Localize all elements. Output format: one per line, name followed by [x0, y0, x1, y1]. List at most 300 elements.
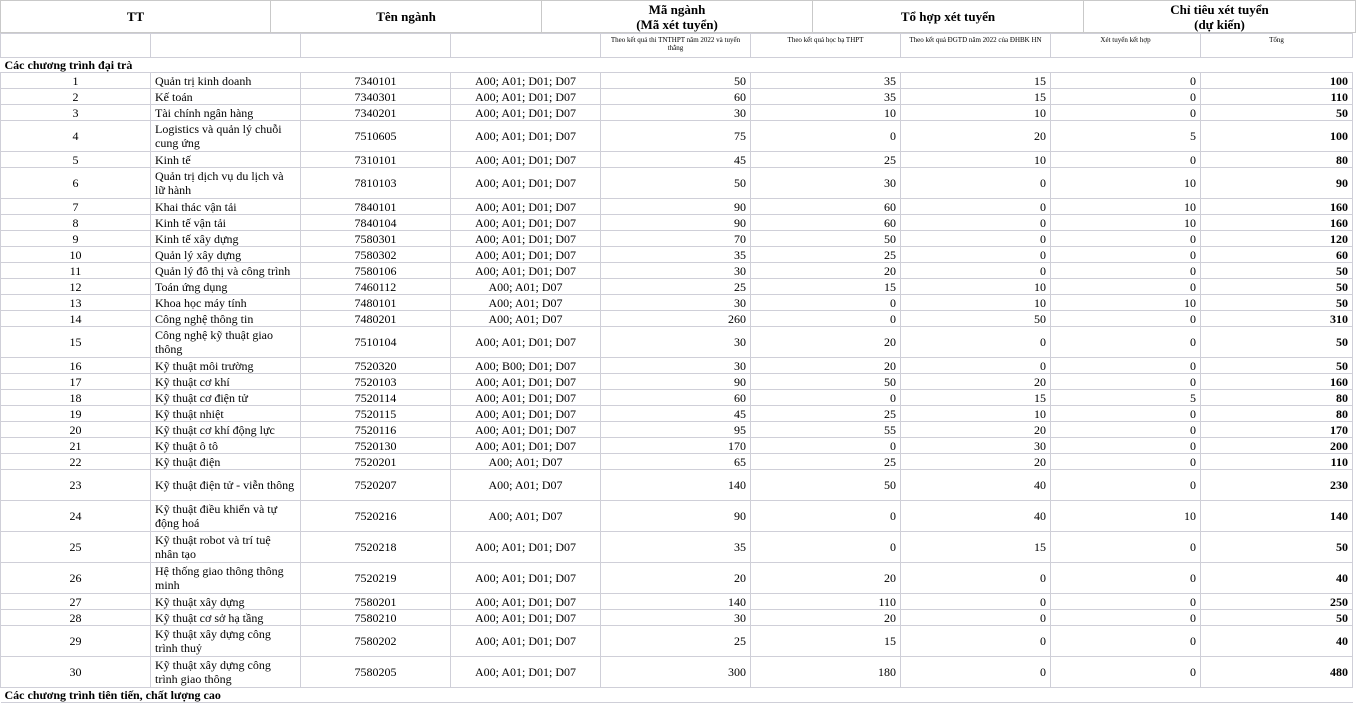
cell-code: 7460112 [301, 279, 451, 295]
cell-code: 7520216 [301, 501, 451, 532]
cell-name: Công nghệ thông tin [151, 311, 301, 327]
cell-tnthpt: 20 [601, 563, 751, 594]
cell-tnthpt: 30 [601, 358, 751, 374]
cell-ket-hop: 0 [1051, 563, 1201, 594]
cell-name: Kỹ thuật ô tô [151, 438, 301, 454]
cell-name: Kỹ thuật nhiệt [151, 406, 301, 422]
cell-combo: A00; A01; D01; D07 [451, 73, 601, 89]
cell-dgtd: 15 [901, 390, 1051, 406]
cell-dgtd: 0 [901, 594, 1051, 610]
cell-code: 7580301 [301, 231, 451, 247]
cell-tong: 310 [1201, 311, 1353, 327]
table-row [1, 532, 1353, 563]
cell-tong: 160 [1201, 215, 1353, 231]
subheader-ket-hop: Xét tuyển kết hợp [1051, 34, 1201, 58]
cell-combo: A00; A01; D01; D07 [451, 438, 601, 454]
cell-tt: 1 [1, 73, 151, 89]
cell-tt: 22 [1, 454, 151, 470]
cell-name: Toán ứng dụng [151, 279, 301, 295]
header-ma-nganh-line1: Mã ngành [648, 1, 706, 17]
cell-combo: A00; A01; D01; D07 [451, 657, 601, 688]
cell-combo: A00; A01; D07 [451, 311, 601, 327]
cell-name: Kỹ thuật điện tử - viễn thông [151, 470, 301, 501]
cell-name: Kỹ thuật xây dựng công trình thuỷ [151, 626, 301, 657]
cell-dgtd: 10 [901, 295, 1051, 311]
cell-code: 7520219 [301, 563, 451, 594]
cell-ket-hop: 10 [1051, 501, 1201, 532]
cell-combo: A00; A01; D01; D07 [451, 263, 601, 279]
cell-combo: A00; A01; D07 [451, 454, 601, 470]
cell-hoc-ba: 0 [751, 121, 901, 152]
cell-dgtd: 10 [901, 152, 1051, 168]
cell-combo: A00; A01; D01; D07 [451, 215, 601, 231]
section-title-dai-tra [1, 58, 1353, 73]
cell-dgtd: 20 [901, 374, 1051, 390]
cell-tt: 27 [1, 594, 151, 610]
table-row [1, 73, 1353, 89]
cell-code: 7520201 [301, 454, 451, 470]
table-row [1, 422, 1353, 438]
cell-ket-hop: 0 [1051, 532, 1201, 563]
cell-tnthpt: 90 [601, 199, 751, 215]
table-row [1, 89, 1353, 105]
cell-dgtd: 15 [901, 532, 1051, 563]
cell-tnthpt: 95 [601, 422, 751, 438]
cell-name: Kỹ thuật cơ khí [151, 374, 301, 390]
subheader-tnthpt: Theo kết quả thi TNTHPT năm 2022 và tuyển thẳng [601, 34, 751, 58]
cell-name: Kỹ thuật robot và trí tuệ nhân tạo [151, 532, 301, 563]
cell-tt: 4 [1, 121, 151, 152]
cell-combo: A00; A01; D01; D07 [451, 231, 601, 247]
cell-tnthpt: 50 [601, 168, 751, 199]
cell-combo: A00; A01; D01; D07 [451, 105, 601, 121]
table-row [1, 406, 1353, 422]
cell-combo: A00; A01; D01; D07 [451, 610, 601, 626]
cell-ket-hop: 0 [1051, 470, 1201, 501]
cell-tnthpt: 90 [601, 501, 751, 532]
cell-tt: 20 [1, 422, 151, 438]
cell-ket-hop: 10 [1051, 168, 1201, 199]
cell-code: 7340301 [301, 89, 451, 105]
section-row-dai-tra [1, 58, 1353, 73]
cell-name: Khai thác vận tải [151, 199, 301, 215]
cell-hoc-ba: 0 [751, 311, 901, 327]
table-row [1, 295, 1353, 311]
cell-dgtd: 0 [901, 563, 1051, 594]
cell-code: 7520218 [301, 532, 451, 563]
cell-tong: 40 [1201, 563, 1353, 594]
cell-dgtd: 0 [901, 626, 1051, 657]
cell-tt: 11 [1, 263, 151, 279]
cell-tong: 110 [1201, 89, 1353, 105]
cell-tnthpt: 25 [601, 279, 751, 295]
cell-ket-hop: 0 [1051, 358, 1201, 374]
cell-tong: 50 [1201, 105, 1353, 121]
cell-tnthpt: 60 [601, 89, 751, 105]
cell-ket-hop: 0 [1051, 327, 1201, 358]
cell-combo: A00; A01; D01; D07 [451, 327, 601, 358]
cell-tong: 40 [1201, 626, 1353, 657]
cell-ket-hop: 0 [1051, 279, 1201, 295]
cell-name: Kế toán [151, 89, 301, 105]
cell-ket-hop: 0 [1051, 438, 1201, 454]
cell-hoc-ba: 25 [751, 406, 901, 422]
cell-hoc-ba: 0 [751, 295, 901, 311]
cell-tnthpt: 90 [601, 215, 751, 231]
cell-tt: 10 [1, 247, 151, 263]
cell-combo: A00; A01; D01; D07 [451, 199, 601, 215]
cell-ket-hop: 10 [1051, 295, 1201, 311]
cell-tong: 170 [1201, 422, 1353, 438]
cell-dgtd: 0 [901, 231, 1051, 247]
cell-tt: 15 [1, 327, 151, 358]
table-row [1, 626, 1353, 657]
cell-dgtd: 15 [901, 73, 1051, 89]
cell-tt: 5 [1, 152, 151, 168]
table-row [1, 657, 1353, 688]
table-row [1, 121, 1353, 152]
cell-ket-hop: 10 [1051, 199, 1201, 215]
cell-ket-hop: 0 [1051, 406, 1201, 422]
cell-code: 7520116 [301, 422, 451, 438]
cell-name: Kỹ thuật cơ sở hạ tầng [151, 610, 301, 626]
cell-tong: 250 [1201, 594, 1353, 610]
cell-hoc-ba: 10 [751, 105, 901, 121]
cell-dgtd: 40 [901, 501, 1051, 532]
cell-dgtd: 20 [901, 121, 1051, 152]
cell-tt: 7 [1, 199, 151, 215]
cell-tong: 480 [1201, 657, 1353, 688]
cell-code: 7580302 [301, 247, 451, 263]
cell-tong: 200 [1201, 438, 1353, 454]
cell-code: 7580210 [301, 610, 451, 626]
table-row [1, 563, 1353, 594]
cell-combo: A00; A01; D01; D07 [451, 406, 601, 422]
header-ten-nganh: Tên ngành [271, 1, 542, 33]
cell-hoc-ba: 55 [751, 422, 901, 438]
cell-tt: 28 [1, 610, 151, 626]
cell-hoc-ba: 25 [751, 454, 901, 470]
cell-hoc-ba: 0 [751, 438, 901, 454]
cell-combo: A00; A01; D01; D07 [451, 168, 601, 199]
cell-ket-hop: 0 [1051, 231, 1201, 247]
cell-combo: A00; A01; D01; D07 [451, 247, 601, 263]
cell-ket-hop: 5 [1051, 390, 1201, 406]
cell-combo: A00; A01; D01; D07 [451, 594, 601, 610]
cell-tnthpt: 30 [601, 105, 751, 121]
cell-code: 7580106 [301, 263, 451, 279]
cell-tt: 18 [1, 390, 151, 406]
subheader-blank [151, 34, 301, 58]
cell-hoc-ba: 30 [751, 168, 901, 199]
cell-dgtd: 50 [901, 311, 1051, 327]
cell-hoc-ba: 180 [751, 657, 901, 688]
cell-name: Kinh tế [151, 152, 301, 168]
cell-tong: 60 [1201, 247, 1353, 263]
cell-tong: 90 [1201, 168, 1353, 199]
header-chi-tieu [1084, 1, 1356, 33]
cell-tong: 100 [1201, 73, 1353, 89]
cell-combo: A00; A01; D01; D07 [451, 121, 601, 152]
cell-tt: 12 [1, 279, 151, 295]
header-ma-nganh [542, 1, 813, 33]
cell-code: 7520130 [301, 438, 451, 454]
cell-ket-hop: 0 [1051, 626, 1201, 657]
cell-tong: 140 [1201, 501, 1353, 532]
cell-combo: A00; A01; D07 [451, 501, 601, 532]
cell-tt: 8 [1, 215, 151, 231]
cell-tong: 160 [1201, 374, 1353, 390]
cell-name: Kinh tế xây dựng [151, 231, 301, 247]
header-to-hop: Tổ hợp xét tuyển [813, 1, 1084, 33]
cell-tong: 230 [1201, 470, 1353, 501]
cell-name: Kỹ thuật xây dựng công trình giao thông [151, 657, 301, 688]
header-row [0, 0, 1356, 33]
cell-tong: 50 [1201, 295, 1353, 311]
cell-hoc-ba: 25 [751, 247, 901, 263]
cell-code: 7810103 [301, 168, 451, 199]
table-row [1, 454, 1353, 470]
cell-tong: 50 [1201, 610, 1353, 626]
cell-dgtd: 30 [901, 438, 1051, 454]
cell-dgtd: 10 [901, 406, 1051, 422]
cell-tt: 17 [1, 374, 151, 390]
cell-dgtd: 0 [901, 247, 1051, 263]
cell-dgtd: 0 [901, 657, 1051, 688]
cell-hoc-ba: 20 [751, 263, 901, 279]
cell-combo: A00; A01; D07 [451, 470, 601, 501]
cell-code: 7340101 [301, 73, 451, 89]
cell-hoc-ba: 50 [751, 231, 901, 247]
cell-name: Kỹ thuật cơ điện tử [151, 390, 301, 406]
cell-code: 7520103 [301, 374, 451, 390]
cell-hoc-ba: 0 [751, 390, 901, 406]
cell-code: 7580205 [301, 657, 451, 688]
cell-combo: A00; A01; D01; D07 [451, 89, 601, 105]
cell-tong: 80 [1201, 390, 1353, 406]
cell-tong: 50 [1201, 263, 1353, 279]
cell-ket-hop: 0 [1051, 152, 1201, 168]
cell-combo: A00; B00; D01; D07 [451, 358, 601, 374]
cell-code: 7310101 [301, 152, 451, 168]
table-row [1, 501, 1353, 532]
cell-tnthpt: 30 [601, 295, 751, 311]
table-row [1, 438, 1353, 454]
table-row [1, 231, 1353, 247]
subheader-row [1, 34, 1353, 58]
cell-code: 7520207 [301, 470, 451, 501]
cell-tt: 26 [1, 563, 151, 594]
cell-tt: 6 [1, 168, 151, 199]
cell-dgtd: 20 [901, 454, 1051, 470]
cell-dgtd: 0 [901, 327, 1051, 358]
cell-tnthpt: 45 [601, 406, 751, 422]
table-row [1, 105, 1353, 121]
cell-hoc-ba: 35 [751, 89, 901, 105]
cell-name: Tài chính ngân hàng [151, 105, 301, 121]
cell-code: 7840101 [301, 199, 451, 215]
cell-ket-hop: 10 [1051, 215, 1201, 231]
cell-tnthpt: 45 [601, 152, 751, 168]
table-row [1, 263, 1353, 279]
cell-tnthpt: 260 [601, 311, 751, 327]
data-table [0, 33, 1353, 703]
cell-tt: 13 [1, 295, 151, 311]
table-row [1, 152, 1353, 168]
cell-dgtd: 0 [901, 610, 1051, 626]
cell-ket-hop: 0 [1051, 657, 1201, 688]
cell-tt: 3 [1, 105, 151, 121]
cell-tnthpt: 75 [601, 121, 751, 152]
cell-ket-hop: 0 [1051, 454, 1201, 470]
cell-combo: A00; A01; D01; D07 [451, 626, 601, 657]
cell-combo: A00; A01; D01; D07 [451, 374, 601, 390]
cell-hoc-ba: 20 [751, 610, 901, 626]
cell-ket-hop: 0 [1051, 610, 1201, 626]
table-row [1, 247, 1353, 263]
cell-code: 7580201 [301, 594, 451, 610]
cell-tnthpt: 70 [601, 231, 751, 247]
cell-tnthpt: 90 [601, 374, 751, 390]
cell-hoc-ba: 25 [751, 152, 901, 168]
cell-tt: 14 [1, 311, 151, 327]
cell-hoc-ba: 35 [751, 73, 901, 89]
cell-tong: 110 [1201, 454, 1353, 470]
section-row-tien-tien [1, 688, 1353, 703]
table-row [1, 168, 1353, 199]
cell-tt: 23 [1, 470, 151, 501]
cell-name: Logistics và quản lý chuỗi cung ứng [151, 121, 301, 152]
cell-tnthpt: 50 [601, 73, 751, 89]
cell-tong: 160 [1201, 199, 1353, 215]
cell-tong: 50 [1201, 532, 1353, 563]
cell-tnthpt: 30 [601, 263, 751, 279]
cell-tnthpt: 300 [601, 657, 751, 688]
cell-hoc-ba: 50 [751, 374, 901, 390]
table-row [1, 594, 1353, 610]
cell-tnthpt: 35 [601, 247, 751, 263]
cell-dgtd: 10 [901, 279, 1051, 295]
cell-hoc-ba: 20 [751, 327, 901, 358]
cell-ket-hop: 0 [1051, 422, 1201, 438]
subheader-blank [451, 34, 601, 58]
cell-ket-hop: 0 [1051, 73, 1201, 89]
cell-hoc-ba: 110 [751, 594, 901, 610]
cell-dgtd: 0 [901, 199, 1051, 215]
subheader-hoc-ba: Theo kết quả học bạ THPT [751, 34, 901, 58]
cell-tnthpt: 140 [601, 470, 751, 501]
cell-tong: 100 [1201, 121, 1353, 152]
cell-tnthpt: 170 [601, 438, 751, 454]
table-row [1, 374, 1353, 390]
subheader-dgtd: Theo kết quả ĐGTD năm 2022 của ĐHBK HN [901, 34, 1051, 58]
cell-name: Công nghệ kỹ thuật giao thông [151, 327, 301, 358]
cell-hoc-ba: 20 [751, 563, 901, 594]
cell-combo: A00; A01; D01; D07 [451, 563, 601, 594]
cell-code: 7520114 [301, 390, 451, 406]
cell-ket-hop: 0 [1051, 247, 1201, 263]
cell-code: 7580202 [301, 626, 451, 657]
cell-ket-hop: 0 [1051, 89, 1201, 105]
cell-ket-hop: 0 [1051, 594, 1201, 610]
cell-name: Kỹ thuật xây dựng [151, 594, 301, 610]
cell-tt: 21 [1, 438, 151, 454]
cell-tt: 25 [1, 532, 151, 563]
cell-name: Quản lý đô thị và công trình [151, 263, 301, 279]
table-row [1, 199, 1353, 215]
cell-tong: 80 [1201, 152, 1353, 168]
cell-tt: 2 [1, 89, 151, 105]
cell-code: 7520320 [301, 358, 451, 374]
cell-tnthpt: 30 [601, 610, 751, 626]
subheader-tong: Tổng [1201, 34, 1353, 58]
cell-combo: A00; A01; D07 [451, 295, 601, 311]
cell-tnthpt: 60 [601, 390, 751, 406]
cell-code: 7480101 [301, 295, 451, 311]
cell-tnthpt: 25 [601, 626, 751, 657]
cell-tnthpt: 35 [601, 532, 751, 563]
cell-code: 7510104 [301, 327, 451, 358]
header-ma-nganh-line2: (Mã xét tuyển) [636, 16, 718, 32]
cell-dgtd: 40 [901, 470, 1051, 501]
cell-tong: 50 [1201, 279, 1353, 295]
cell-hoc-ba: 50 [751, 470, 901, 501]
cell-code: 7480201 [301, 311, 451, 327]
table-row [1, 215, 1353, 231]
cell-combo: A00; A01; D01; D07 [451, 390, 601, 406]
cell-code: 7340201 [301, 105, 451, 121]
cell-hoc-ba: 0 [751, 501, 901, 532]
cell-tong: 50 [1201, 358, 1353, 374]
cell-code: 7510605 [301, 121, 451, 152]
section-label: Các chương trình đại trà [4, 58, 133, 72]
cell-name: Kinh tế vận tải [151, 215, 301, 231]
cell-tt: 24 [1, 501, 151, 532]
cell-ket-hop: 0 [1051, 374, 1201, 390]
cell-hoc-ba: 20 [751, 358, 901, 374]
cell-name: Quản lý xây dựng [151, 247, 301, 263]
cell-code: 7840104 [301, 215, 451, 231]
cell-ket-hop: 0 [1051, 263, 1201, 279]
cell-hoc-ba: 60 [751, 215, 901, 231]
table-row [1, 470, 1353, 501]
cell-dgtd: 0 [901, 215, 1051, 231]
table-row [1, 358, 1353, 374]
cell-name: Quản trị dịch vụ du lịch và lữ hành [151, 168, 301, 199]
cell-dgtd: 0 [901, 263, 1051, 279]
cell-name: Khoa học máy tính [151, 295, 301, 311]
cell-hoc-ba: 15 [751, 279, 901, 295]
cell-tnthpt: 140 [601, 594, 751, 610]
header-tt: TT [1, 1, 271, 33]
cell-combo: A00; A01; D07 [451, 279, 601, 295]
cell-ket-hop: 5 [1051, 121, 1201, 152]
cell-tong: 80 [1201, 406, 1353, 422]
cell-combo: A00; A01; D01; D07 [451, 152, 601, 168]
cell-dgtd: 0 [901, 358, 1051, 374]
cell-tnthpt: 30 [601, 327, 751, 358]
cell-dgtd: 0 [901, 168, 1051, 199]
cell-tong: 50 [1201, 327, 1353, 358]
cell-tong: 120 [1201, 231, 1353, 247]
subheader-blank [301, 34, 451, 58]
subheader-blank [1, 34, 151, 58]
header-chi-tieu-line2: (dự kiến) [1194, 16, 1245, 32]
cell-tt: 19 [1, 406, 151, 422]
cell-tt: 9 [1, 231, 151, 247]
cell-dgtd: 20 [901, 422, 1051, 438]
header-chi-tieu-line1: Chỉ tiêu xét tuyển [1170, 1, 1269, 17]
